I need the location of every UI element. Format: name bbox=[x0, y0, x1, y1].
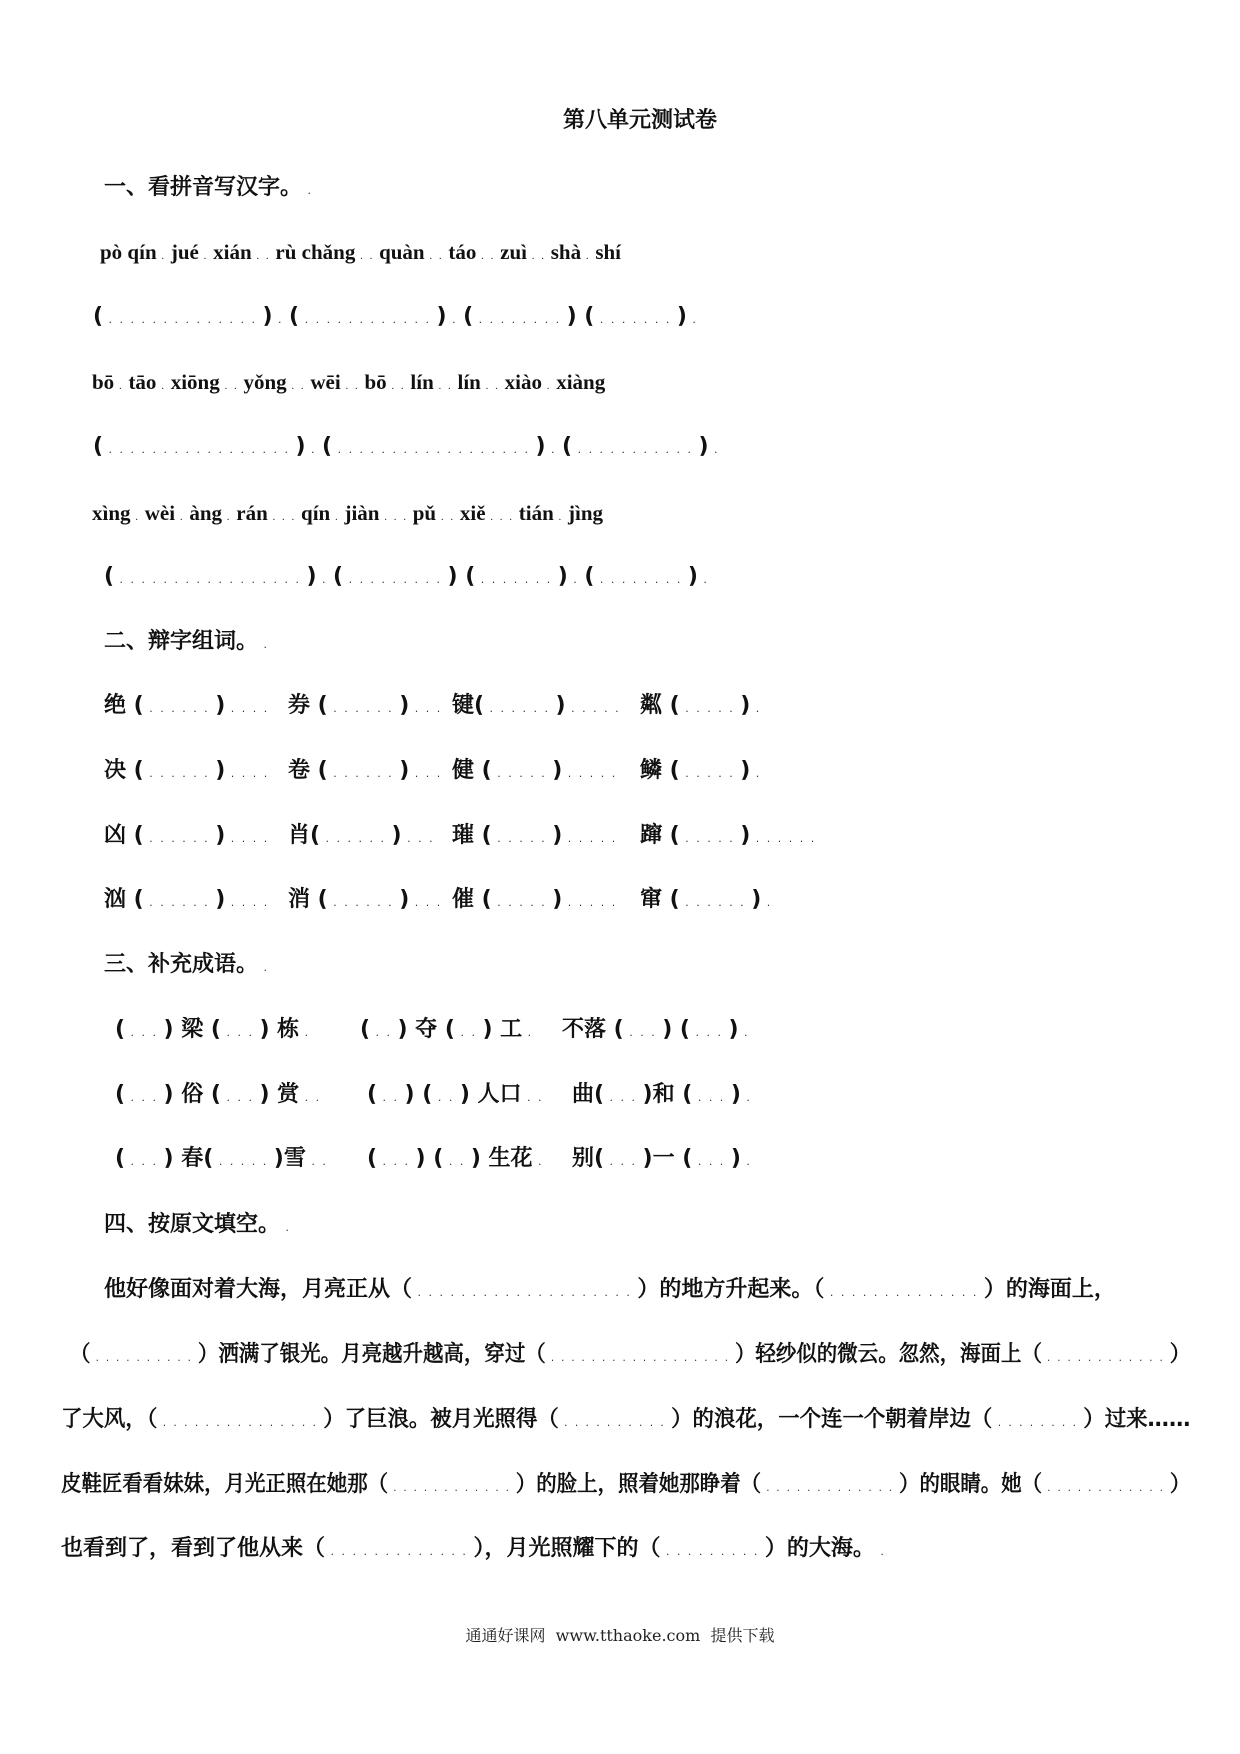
blank-dots: . . . . . . . . bbox=[473, 313, 567, 326]
text-run: jué bbox=[170, 240, 199, 264]
passage-line bbox=[70, 1339, 1190, 1374]
word-pair-cell bbox=[104, 884, 269, 919]
text-run: ) bbox=[399, 758, 410, 783]
answer-blanks-row bbox=[104, 561, 709, 596]
blank-dots: . . . bbox=[401, 832, 435, 845]
blank-dots: . . bbox=[432, 1091, 460, 1104]
text-run: ) bbox=[687, 564, 698, 589]
blank-dots: . bbox=[258, 961, 270, 974]
text-run: ） bbox=[1169, 1342, 1191, 1367]
text-run: ）的地方升起来。（ bbox=[637, 1277, 825, 1302]
blank-dots: . . . bbox=[267, 511, 302, 523]
text-run: ），月光照耀下的（ bbox=[473, 1536, 661, 1561]
blank-dots: . bbox=[740, 1155, 752, 1168]
text-run: ) 栋 bbox=[259, 1017, 300, 1042]
blank-dots: . bbox=[567, 573, 585, 586]
blank-dots: . . bbox=[305, 1155, 328, 1168]
blank-dots: . . . . . . . . . . . . . . . . . . . . bbox=[412, 1286, 638, 1299]
pinyin-row bbox=[100, 236, 621, 272]
text-run: )雪 bbox=[273, 1146, 306, 1171]
blank-dots: . . . . . . . . . . . . bbox=[1042, 1481, 1170, 1494]
blank-dots: . . . . bbox=[225, 832, 270, 845]
footer-credit: 通通好课网 www.tthaoke.com 提供下载 bbox=[465, 1626, 775, 1645]
blank-dots: . . . . . . . bbox=[594, 313, 677, 326]
text-run: 键( bbox=[452, 693, 485, 718]
text-run: bō bbox=[92, 370, 115, 394]
blank-dots: . . . . . . bbox=[327, 702, 400, 715]
text-run: xiōng bbox=[170, 370, 220, 394]
text-run: ）的眼睛。她（ bbox=[899, 1472, 1043, 1497]
text-run: ) bbox=[676, 304, 687, 329]
blank-dots: . . . . . . bbox=[143, 896, 216, 909]
idiom-cell bbox=[562, 1014, 750, 1049]
text-run: ) ( bbox=[662, 1017, 690, 1042]
text-run: 券 ( bbox=[288, 693, 328, 718]
blank-dots: . bbox=[446, 313, 464, 326]
text-run: 曲( bbox=[572, 1082, 605, 1107]
text-run: ）了巨浪。被月光照得（ bbox=[323, 1407, 559, 1432]
text-run: 汹 ( bbox=[104, 887, 144, 912]
text-run: ) 人口 bbox=[459, 1082, 522, 1107]
text-run: ( bbox=[367, 1146, 378, 1171]
text-run: ( bbox=[115, 1017, 126, 1042]
blank-dots: . . bbox=[370, 1026, 398, 1039]
text-run: ( bbox=[562, 434, 573, 459]
text-run: ） bbox=[1169, 1472, 1191, 1497]
page-title: 第八单元测试卷 bbox=[562, 108, 717, 133]
text-run: 绝 ( bbox=[104, 693, 144, 718]
text-run: 卷 ( bbox=[288, 758, 328, 783]
blank-dots: . . . bbox=[692, 1091, 731, 1104]
blank-dots: . . . . . bbox=[679, 832, 741, 845]
text-run: 粼 ( bbox=[640, 693, 680, 718]
blank-dots: . . bbox=[480, 380, 505, 392]
blank-dots: . . . . . . bbox=[679, 896, 752, 909]
text-run: quàn bbox=[379, 240, 425, 264]
text-run: 一、看拼音写汉字。 bbox=[104, 175, 303, 200]
text-run: ( bbox=[322, 434, 333, 459]
text-run: tián bbox=[518, 501, 554, 525]
blank-dots: . . . bbox=[485, 511, 519, 523]
text-run: ）的大海。 bbox=[764, 1536, 875, 1561]
blank-dots: . bbox=[280, 1221, 292, 1234]
idiom-cell bbox=[115, 1143, 328, 1178]
text-run: ) 俗 ( bbox=[163, 1082, 221, 1107]
text-run: tāo bbox=[128, 370, 157, 394]
passage-line bbox=[104, 1274, 1116, 1309]
blank-dots: . . bbox=[521, 1091, 544, 1104]
word-pair-cell bbox=[288, 884, 442, 919]
text-run: ) bbox=[557, 564, 568, 589]
blank-dots: . bbox=[130, 511, 145, 523]
blank-dots: . . bbox=[299, 1091, 322, 1104]
text-run: xìng bbox=[92, 501, 131, 525]
blank-dots: . . . . . bbox=[491, 896, 553, 909]
blank-dots: . . . . . . . . bbox=[992, 1416, 1084, 1429]
answer-blanks-row bbox=[93, 431, 720, 466]
text-run: lín bbox=[410, 370, 434, 394]
text-run: ) bbox=[552, 758, 563, 783]
passage-line bbox=[61, 1469, 1190, 1504]
blank-dots: . . . . . . . . . . . . . . . . . bbox=[114, 573, 307, 586]
blank-dots: . . . bbox=[604, 1091, 643, 1104]
text-run: ) bbox=[730, 1146, 741, 1171]
blank-dots: . . . bbox=[409, 896, 443, 909]
blank-dots: . . . bbox=[409, 767, 443, 780]
text-run: ) bbox=[215, 693, 226, 718]
blank-dots: . bbox=[302, 184, 314, 197]
text-run: ( bbox=[93, 304, 104, 329]
blank-dots: . bbox=[258, 638, 270, 651]
blank-dots: . bbox=[114, 380, 129, 392]
blank-dots: . . bbox=[377, 1091, 405, 1104]
text-run: ( bbox=[115, 1146, 126, 1171]
idiom-cell bbox=[367, 1143, 544, 1178]
blank-dots: . . . bbox=[379, 511, 413, 523]
text-run: ) bbox=[751, 887, 762, 912]
text-run: xiàng bbox=[556, 370, 606, 394]
blank-dots: . . . . . . bbox=[484, 702, 556, 715]
blank-dots: . . . bbox=[604, 1155, 643, 1168]
section-3-heading bbox=[104, 949, 269, 984]
text-run: 不落 ( bbox=[562, 1017, 624, 1042]
text-run: ) ( bbox=[415, 1146, 444, 1171]
idiom-cell bbox=[572, 1079, 752, 1114]
word-pair-cell bbox=[104, 690, 269, 725]
blank-dots: . bbox=[299, 1026, 311, 1039]
blank-dots: . . . . . . . bbox=[475, 573, 558, 586]
text-run: bō bbox=[364, 370, 387, 394]
text-run: 二、辩字组词。 bbox=[104, 629, 259, 654]
text-run: shí bbox=[595, 240, 622, 264]
blank-dots: . . bbox=[436, 511, 460, 523]
text-run: ) bbox=[295, 434, 306, 459]
idiom-cell bbox=[115, 1079, 321, 1114]
text-run: ) ( bbox=[566, 304, 595, 329]
text-run: wēi bbox=[310, 370, 341, 394]
idiom-cell bbox=[360, 1014, 533, 1049]
blank-dots: . . . . . . . . . . . . bbox=[1041, 1351, 1170, 1364]
blank-dots: . bbox=[156, 250, 171, 262]
text-run: ( bbox=[333, 564, 344, 589]
text-run: ) bbox=[740, 693, 751, 718]
blank-dots: . . . . . . . . . . bbox=[90, 1351, 198, 1364]
blank-dots: . . . . . . . . . . . . . . . bbox=[157, 1416, 324, 1429]
blank-dots: . bbox=[686, 313, 698, 326]
blank-dots: . . . bbox=[623, 1026, 663, 1039]
section-4-heading bbox=[104, 1209, 291, 1244]
blank-dots: . bbox=[708, 443, 720, 456]
text-run: 鳞 ( bbox=[640, 758, 680, 783]
text-run: lín bbox=[457, 370, 481, 394]
text-run: ) bbox=[698, 434, 709, 459]
word-pair-cell bbox=[452, 884, 617, 919]
blank-dots: . . . bbox=[125, 1091, 164, 1104]
blank-dots: . . bbox=[251, 250, 276, 262]
word-pair-cell bbox=[452, 690, 621, 725]
text-run: ( bbox=[367, 1082, 378, 1107]
text-run: shà bbox=[550, 240, 582, 264]
blank-dots: . . . . . bbox=[679, 767, 741, 780]
text-run: ）洒满了银光。月亮越升越高，穿过（ bbox=[197, 1342, 546, 1367]
blank-dots: . . bbox=[526, 250, 551, 262]
text-run: ) ( bbox=[404, 1082, 433, 1107]
blank-dots: . . bbox=[476, 250, 501, 262]
blank-dots: . . . bbox=[692, 1155, 731, 1168]
text-run: ) bbox=[215, 758, 226, 783]
blank-dots: . bbox=[272, 313, 290, 326]
blank-dots: . . . . . bbox=[565, 702, 621, 715]
blank-dots: . . . . . . . . . . . . . bbox=[761, 1481, 900, 1494]
text-run: xián bbox=[213, 240, 252, 264]
blank-dots: . . . . . . . . . . bbox=[558, 1416, 672, 1429]
text-run: ）的脸上，照着她那睁着（ bbox=[515, 1472, 762, 1497]
text-run: yǒng bbox=[243, 370, 287, 394]
blank-dots: . bbox=[738, 1026, 750, 1039]
word-pair-cell bbox=[288, 690, 442, 725]
text-run: ) bbox=[740, 823, 751, 848]
blank-dots: . . bbox=[286, 380, 311, 392]
pinyin-row bbox=[92, 366, 605, 402]
blank-dots: . bbox=[750, 767, 762, 780]
text-run: ) 工 bbox=[482, 1017, 523, 1042]
answer-blanks-row bbox=[93, 301, 698, 336]
text-run: 蹿 ( bbox=[640, 823, 680, 848]
blank-dots: . . . bbox=[220, 1026, 260, 1039]
blank-dots: . . bbox=[443, 1155, 471, 1168]
blank-dots: . bbox=[175, 511, 190, 523]
blank-dots: . . bbox=[219, 380, 244, 392]
blank-dots: . . . . . . bbox=[750, 832, 817, 845]
text-run: ）轻纱似的微云。忽然，海面上（ bbox=[734, 1342, 1042, 1367]
text-run: 消 ( bbox=[288, 887, 328, 912]
text-run: 了大风，（ bbox=[61, 1407, 158, 1432]
text-run: àng bbox=[189, 501, 223, 525]
blank-dots: . . . . . . . . . . . . . . bbox=[824, 1286, 984, 1299]
text-run: ( bbox=[463, 304, 474, 329]
word-pair-cell bbox=[452, 755, 617, 790]
text-run: ）的海面上， bbox=[983, 1277, 1116, 1302]
text-run: ( bbox=[584, 564, 595, 589]
blank-dots: . . bbox=[355, 250, 380, 262]
blank-dots: . . . bbox=[689, 1026, 729, 1039]
blank-dots: . . . . . bbox=[562, 832, 618, 845]
text-run: ) ( bbox=[447, 564, 476, 589]
blank-dots: . bbox=[156, 380, 171, 392]
blank-dots: . . . . . . bbox=[143, 702, 216, 715]
text-run: 璀 ( bbox=[452, 823, 492, 848]
text-run: 别( bbox=[572, 1146, 605, 1171]
passage-line bbox=[61, 1404, 1190, 1439]
blank-dots: . . . bbox=[220, 1091, 260, 1104]
text-run: ）过来…… bbox=[1083, 1407, 1191, 1432]
blank-dots: . bbox=[697, 573, 709, 586]
passage-line bbox=[61, 1533, 886, 1568]
text-run: ) bbox=[740, 758, 751, 783]
text-run: 他好像面对着大海，月亮正从（ bbox=[104, 1277, 413, 1302]
text-run: ) bbox=[215, 887, 226, 912]
text-run: )一 ( bbox=[642, 1146, 693, 1171]
idiom-cell bbox=[572, 1143, 752, 1178]
text-run: jìng bbox=[568, 501, 604, 525]
blank-dots: . . . . . bbox=[213, 1155, 274, 1168]
blank-dots: . . bbox=[386, 380, 411, 392]
text-run: ( bbox=[289, 304, 300, 329]
blank-dots: . . . . . . . . . . . bbox=[572, 443, 699, 456]
text-run: ) bbox=[730, 1082, 741, 1107]
word-pair-cell bbox=[288, 755, 442, 790]
blank-dots: . . . . . . . . . . . . bbox=[299, 313, 437, 326]
text-run: pǔ bbox=[412, 501, 437, 525]
blank-dots: . bbox=[740, 1091, 752, 1104]
section-1-heading bbox=[104, 172, 313, 207]
blank-dots: . . bbox=[424, 250, 449, 262]
text-run: ) 生花 bbox=[470, 1146, 533, 1171]
text-run: 催 ( bbox=[452, 887, 492, 912]
blank-dots: . bbox=[750, 702, 762, 715]
blank-dots: . . . . . bbox=[491, 767, 553, 780]
blank-dots: . . . . . . . . . . . . . . . . . bbox=[103, 443, 296, 456]
word-pair-cell bbox=[452, 820, 617, 855]
text-run: ) bbox=[399, 887, 410, 912]
blank-dots: . . . bbox=[409, 702, 443, 715]
text-run: ) bbox=[552, 887, 563, 912]
section-2-heading bbox=[104, 626, 269, 661]
blank-dots: . bbox=[545, 443, 563, 456]
text-run: ) 春( bbox=[163, 1146, 214, 1171]
blank-dots: . . bbox=[454, 1026, 483, 1039]
text-run: jiàn bbox=[344, 501, 380, 525]
blank-dots: . . . bbox=[125, 1155, 164, 1168]
blank-dots: . . bbox=[340, 380, 365, 392]
text-run: ) 梁 ( bbox=[163, 1017, 221, 1042]
pinyin-row bbox=[92, 497, 603, 533]
blank-dots: . . . . . . . . . . . . . . . . . . bbox=[545, 1351, 735, 1364]
text-run: ( bbox=[104, 564, 115, 589]
word-pair-cell bbox=[104, 755, 269, 790]
blank-dots: . . . . . . . . . . . . . . bbox=[103, 313, 263, 326]
text-run: ( bbox=[93, 434, 104, 459]
word-pair-cell bbox=[640, 820, 816, 855]
text-run: ) bbox=[399, 693, 410, 718]
text-run: ) 夺 ( bbox=[397, 1017, 455, 1042]
blank-dots: . bbox=[330, 511, 345, 523]
blank-dots: . bbox=[532, 1155, 544, 1168]
blank-dots: . . . . . . . . . bbox=[343, 573, 448, 586]
text-run: ) bbox=[728, 1017, 739, 1042]
text-run: ) bbox=[262, 304, 273, 329]
blank-dots: . bbox=[874, 1545, 886, 1558]
blank-dots: . . . . . . . . . bbox=[660, 1545, 765, 1558]
text-run: 皮鞋匠看看妹妹，月光正照在她那（ bbox=[61, 1472, 389, 1497]
idiom-cell bbox=[115, 1014, 310, 1049]
text-run: ) bbox=[535, 434, 546, 459]
text-run: 三、补充成语。 bbox=[104, 952, 259, 977]
text-run: ) bbox=[391, 823, 402, 848]
text-run: ) bbox=[552, 823, 563, 848]
text-run: rán bbox=[236, 501, 268, 525]
word-pair-cell bbox=[640, 755, 761, 790]
text-run: qín bbox=[301, 501, 331, 525]
blank-dots: . . . . . . bbox=[143, 767, 216, 780]
blank-dots: . . bbox=[433, 380, 458, 392]
blank-dots: . . . . . . bbox=[327, 767, 400, 780]
blank-dots: . . . . . bbox=[562, 896, 618, 909]
blank-dots: . . . . . . bbox=[320, 832, 392, 845]
text-run: ) bbox=[215, 823, 226, 848]
blank-dots: . . . . bbox=[225, 896, 270, 909]
text-run: 决 ( bbox=[104, 758, 144, 783]
idiom-cell bbox=[367, 1079, 544, 1114]
text-run: 四、按原文填空。 bbox=[104, 1212, 281, 1237]
text-run: xiào bbox=[504, 370, 542, 394]
blank-dots: . . . . . . . . . . . . . bbox=[325, 1545, 474, 1558]
blank-dots: . bbox=[541, 380, 557, 392]
blank-dots: . . . . . . bbox=[143, 832, 216, 845]
blank-dots: . . . . . . bbox=[327, 896, 400, 909]
blank-dots: . bbox=[222, 511, 237, 523]
word-pair-cell bbox=[104, 820, 269, 855]
blank-dots: . bbox=[305, 443, 323, 456]
text-run: ( bbox=[360, 1017, 371, 1042]
blank-dots: . bbox=[553, 511, 569, 523]
text-run: ) bbox=[555, 693, 566, 718]
text-run: wèi bbox=[144, 501, 176, 525]
blank-dots: . . . bbox=[125, 1026, 164, 1039]
text-run: 窜 ( bbox=[640, 887, 680, 912]
text-run: táo bbox=[448, 240, 477, 264]
word-pair-cell bbox=[640, 690, 761, 725]
blank-dots: . . . . . . . . . . . . bbox=[388, 1481, 516, 1494]
blank-dots: . bbox=[522, 1026, 534, 1039]
word-pair-cell bbox=[640, 884, 772, 919]
blank-dots: . . . . bbox=[225, 767, 270, 780]
text-run: 也看到了，看到了他从来（ bbox=[61, 1536, 326, 1561]
blank-dots: . . . . . bbox=[491, 832, 553, 845]
blank-dots: . bbox=[316, 573, 334, 586]
text-run: （ bbox=[70, 1342, 91, 1367]
text-run: pò qín bbox=[100, 240, 157, 264]
text-run: xiě bbox=[459, 501, 486, 525]
blank-dots: . . . . bbox=[225, 702, 270, 715]
word-pair-cell bbox=[288, 820, 435, 855]
text-run: )和 ( bbox=[642, 1082, 693, 1107]
blank-dots: . . . . . bbox=[562, 767, 618, 780]
text-run: ) 赏 bbox=[259, 1082, 300, 1107]
blank-dots: . . . . . . . . bbox=[594, 573, 688, 586]
text-run: 肖( bbox=[288, 823, 321, 848]
blank-dots: . bbox=[581, 250, 596, 262]
blank-dots: . bbox=[761, 896, 773, 909]
blank-dots: . . . . . bbox=[679, 702, 741, 715]
blank-dots: . bbox=[198, 250, 214, 262]
text-run: 凶 ( bbox=[104, 823, 144, 848]
blank-dots: . . . . . . . . . . . . . . . . . . bbox=[332, 443, 536, 456]
text-run: 健 ( bbox=[452, 758, 492, 783]
text-run: ) bbox=[306, 564, 317, 589]
text-run: zuì bbox=[500, 240, 527, 264]
blank-dots: . . . bbox=[377, 1155, 416, 1168]
text-run: ）的浪花，一个连一个朝着岸边（ bbox=[671, 1407, 993, 1432]
text-run: rù chǎng bbox=[275, 240, 356, 264]
text-run: ( bbox=[115, 1082, 126, 1107]
text-run: ) bbox=[436, 304, 447, 329]
